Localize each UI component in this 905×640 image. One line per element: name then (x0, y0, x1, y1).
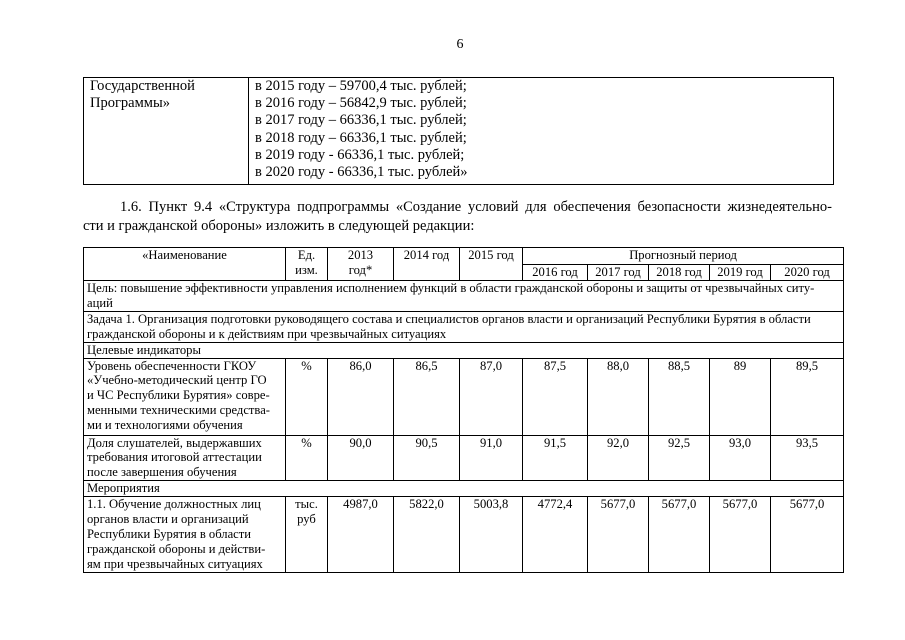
indicator-name-line: после завершения обучения (87, 465, 237, 480)
activity-name-line: ям при чрезвычайных ситуациях (87, 556, 263, 571)
activity-unit (286, 497, 328, 573)
header-name: «Наименование (84, 248, 286, 281)
indicator-value: 89 (710, 358, 771, 435)
indicator-unit: % (286, 358, 328, 435)
indicator-name (84, 358, 286, 435)
funding-amount-line: в 2019 году - 66336,1 тыс. рублей; (255, 146, 465, 163)
indicator-value: 87,0 (460, 358, 523, 435)
activity-value: 5677,0 (771, 497, 844, 573)
activity-name (84, 497, 286, 573)
goal-cell (84, 281, 844, 312)
indicator-value: 89,5 (771, 358, 844, 435)
indicator-name-line: ми и технологиями обучения (87, 418, 243, 433)
header-year-2019: 2019 год (710, 265, 771, 281)
header-unit-line: изм. (295, 262, 318, 277)
activity-unit-line: руб (297, 512, 316, 527)
indicator-value: 91,0 (460, 435, 523, 481)
indicator-value: 90,5 (394, 435, 460, 481)
funding-amount-line: в 2020 году - 66336,1 тыс. рублей» (255, 164, 468, 181)
funding-amount-line: в 2017 году – 66336,1 тыс. рублей; (255, 112, 467, 129)
indicator-value: 91,5 (523, 435, 588, 481)
funding-amounts-cell (249, 78, 834, 185)
funding-row (84, 78, 834, 185)
header-year-2016: 2016 год (523, 265, 588, 281)
program-label-line: Программы» (90, 95, 170, 112)
indicator-value: 86,0 (328, 358, 394, 435)
indicator-value: 87,5 (523, 358, 588, 435)
header-year-2018: 2018 год (649, 265, 710, 281)
header-unit-line: Ед. (297, 248, 316, 262)
paragraph-line: сти и гражданской обороны» изложить в следующей редакции: (83, 218, 475, 234)
program-label-line: Государственной (90, 78, 195, 94)
header-unit (286, 248, 328, 281)
page-number: 6 (456, 37, 464, 52)
indicator-name-line: и ЧС Республики Бурятия» совре- (87, 388, 270, 403)
indicator-value: 92,5 (649, 435, 710, 481)
goal-text-line: Цель: повышение эффективности управления исполнением функций в области гражданской обороны и защиты от чрезвычайных ситу- (87, 281, 815, 295)
activity-value: 5677,0 (649, 497, 710, 573)
funding-amount-line: в 2016 году – 56842,9 тыс. рублей; (255, 95, 467, 112)
activity-value: 5677,0 (588, 497, 649, 573)
activity-name-line: органов власти и организаций (87, 512, 249, 527)
indicator-name-line: менными техническими средства- (87, 403, 270, 418)
activity-value: 5822,0 (394, 497, 460, 573)
indicator-name-line: «Учебно-методический центр ГО (87, 373, 267, 388)
task-row (84, 311, 844, 342)
funding-amount-line: в 2015 году – 59700,4 тыс. рублей; (255, 78, 467, 94)
funding-amount-line: в 2018 году – 66336,1 тыс. рублей; (255, 129, 467, 146)
goal-row (84, 281, 844, 312)
activity-value: 5003,8 (460, 497, 523, 573)
indicators-heading: Целевые индикаторы (84, 342, 844, 358)
activities-heading-row (84, 481, 844, 497)
indicators-heading-row (84, 342, 844, 358)
activity-unit-line: тыс. (295, 497, 318, 512)
indicator-name-line: Уровень обеспеченности ГКОУ (87, 358, 257, 373)
indicator-name-line: требования итоговой аттестации (87, 450, 262, 465)
funding-table (83, 77, 834, 185)
program-label-cell (84, 78, 249, 185)
indicator-unit: % (286, 435, 328, 481)
indicator-value: 88,5 (649, 358, 710, 435)
task-text-line: гражданской обороны и к действиям при чрезвычайных ситуациях (87, 326, 447, 341)
header-year-line: год* (348, 262, 373, 277)
header-year-2017: 2017 год (588, 265, 649, 281)
header-year-2014: 2014 год (394, 248, 460, 281)
indicator-value: 92,0 (588, 435, 649, 481)
indicator-name-line: Доля слушателей, выдержавших (87, 435, 262, 450)
structure-table (83, 247, 844, 573)
indicator-row (84, 358, 844, 435)
activity-name-line: Республики Бурятия в области (87, 526, 252, 541)
indicator-row (84, 435, 844, 481)
header-forecast-period: Прогнозный период (523, 248, 844, 265)
activity-value: 4987,0 (328, 497, 394, 573)
indicator-value: 93,0 (710, 435, 771, 481)
paragraph-line: 1.6. Пункт 9.4 «Структура подпрограммы «Создание условий для обеспечения безопасности жизнедеятельно- (120, 199, 832, 215)
indicator-value: 88,0 (588, 358, 649, 435)
header-year-2013 (328, 248, 394, 281)
amendment-paragraph (83, 198, 832, 236)
header-row (84, 248, 844, 265)
indicator-value: 93,5 (771, 435, 844, 481)
goal-text-line: аций (87, 295, 113, 310)
activity-row (84, 497, 844, 573)
indicator-name (84, 435, 286, 481)
task-cell (84, 311, 844, 342)
activity-value: 5677,0 (710, 497, 771, 573)
activity-name-line: 1.1. Обучение должностных лиц (87, 497, 261, 512)
header-year-line: 2013 (347, 248, 374, 262)
activity-value: 4772,4 (523, 497, 588, 573)
header-year-2015: 2015 год (460, 248, 523, 281)
task-text-line: Задача 1. Организация подготовки руководящего состава и специалистов органов власти и организаций Республики Бурятия в области (87, 311, 811, 326)
activities-heading: Мероприятия (84, 481, 844, 497)
header-year-2020: 2020 год (771, 265, 844, 281)
activity-name-line: гражданской обороны и действи- (87, 541, 266, 556)
indicator-value: 90,0 (328, 435, 394, 481)
indicator-value: 86,5 (394, 358, 460, 435)
